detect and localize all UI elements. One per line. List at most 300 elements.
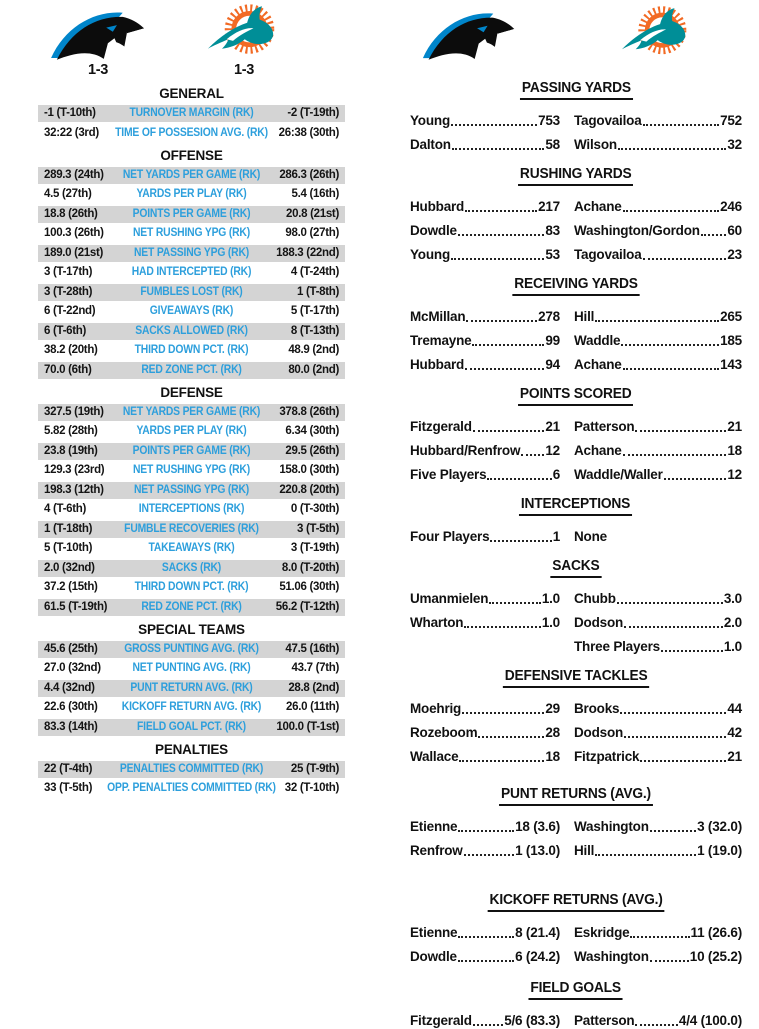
dot-leader bbox=[490, 540, 551, 542]
section-title: OFFENSE bbox=[160, 147, 223, 163]
right-team-value: 6.34 (30th) bbox=[285, 425, 339, 437]
section-title: PENALTIES bbox=[155, 741, 228, 757]
player-value: 185 bbox=[720, 333, 742, 348]
player-name: Dowdle bbox=[410, 223, 457, 238]
leader-row bbox=[574, 583, 742, 607]
player-value: 1.0 bbox=[541, 591, 560, 606]
player-value: 99 bbox=[545, 333, 560, 348]
leader-row bbox=[574, 811, 742, 835]
left-team-value: 289.3 (24th) bbox=[44, 168, 104, 181]
player-value: 21 bbox=[727, 749, 742, 764]
leader-row bbox=[410, 239, 560, 263]
player-value: 12 bbox=[545, 443, 560, 458]
stat-label: FUMBLE RECOVERIES (RK) bbox=[124, 522, 259, 535]
dot-leader bbox=[473, 1024, 503, 1026]
player-value: 21 bbox=[727, 419, 742, 434]
left-team-value: 38.2 (20th) bbox=[44, 344, 98, 356]
leader-row bbox=[574, 1005, 742, 1029]
left-team-value: 83.3 (14th) bbox=[44, 720, 98, 733]
stat-row bbox=[38, 167, 345, 184]
player-name: Fitzgerald bbox=[410, 1013, 472, 1028]
stat-label: GIVEAWAYS (RK) bbox=[149, 305, 234, 317]
player-name: Moehrig bbox=[410, 701, 462, 716]
dot-leader bbox=[459, 760, 544, 762]
stat-row bbox=[38, 404, 345, 421]
left-team-value: 4.4 (32nd) bbox=[44, 681, 95, 694]
player-name: Five Players bbox=[410, 467, 487, 482]
dot-leader bbox=[701, 234, 727, 236]
dot-leader bbox=[623, 368, 719, 370]
leader-section-title bbox=[410, 557, 742, 578]
leader-row bbox=[410, 717, 560, 741]
leader-row bbox=[410, 693, 560, 717]
right-team-value: 56.2 (T-12th) bbox=[275, 600, 339, 613]
player-value: 246 bbox=[720, 199, 742, 214]
leader-title-text: PASSING YARDS bbox=[520, 79, 633, 100]
stat-row bbox=[38, 560, 345, 577]
leader-row bbox=[410, 741, 560, 765]
dolphins-logo-icon bbox=[618, 2, 696, 66]
dot-leader bbox=[617, 602, 723, 604]
player-value: 5/6 (83.3) bbox=[504, 1013, 560, 1028]
player-value: 18 (3.6) bbox=[515, 819, 560, 834]
player-name: Hill bbox=[574, 309, 595, 324]
dot-leader bbox=[458, 830, 514, 832]
right-team-leaders bbox=[574, 521, 742, 545]
player-name: McMillan bbox=[410, 309, 466, 324]
stat-label: THIRD DOWN PCT. (RK) bbox=[134, 344, 249, 356]
leader-section-title bbox=[410, 891, 742, 912]
player-name: Etienne bbox=[410, 819, 458, 834]
left-team-value: 61.5 (T-19th) bbox=[44, 600, 108, 613]
player-value: 753 bbox=[538, 113, 560, 128]
player-value: 29 bbox=[545, 701, 560, 716]
left-team-value: 327.5 (19th) bbox=[44, 405, 104, 418]
player-name: Tremayne bbox=[410, 333, 472, 348]
right-team-value: 378.8 (26th) bbox=[279, 405, 339, 418]
player-name: Fitzgerald bbox=[410, 419, 472, 434]
player-value: 23 bbox=[727, 247, 742, 262]
stat-label: POINTS PER GAME (RK) bbox=[132, 207, 251, 220]
left-team-leaders bbox=[410, 583, 560, 655]
left-team-value: 100.3 (26th) bbox=[44, 227, 104, 239]
left-team-value: -1 (T-10th) bbox=[44, 107, 96, 119]
player-name: Dowdle bbox=[410, 949, 457, 964]
leader-row bbox=[574, 191, 742, 215]
dot-leader bbox=[595, 320, 719, 322]
dot-leader bbox=[640, 760, 726, 762]
left-team-value: 37.2 (15th) bbox=[44, 581, 98, 593]
leader-row bbox=[574, 835, 742, 859]
stat-label: PUNT RETURN AVG. (RK) bbox=[130, 681, 253, 694]
leader-row bbox=[410, 301, 560, 325]
leader-section bbox=[410, 165, 742, 263]
right-team-value: 28.8 (2nd) bbox=[288, 681, 339, 694]
player-value: 42 bbox=[727, 725, 742, 740]
player-name: Patterson bbox=[574, 419, 635, 434]
stat-row bbox=[38, 362, 345, 379]
left-team-value: 22 (T-4th) bbox=[44, 762, 93, 775]
stat-row bbox=[38, 699, 345, 716]
right-team-leaders bbox=[574, 917, 742, 965]
leader-title-text: RUSHING YARDS bbox=[518, 165, 633, 186]
stat-label: TIME OF POSSESION AVG. (RK) bbox=[115, 126, 268, 139]
player-value: 143 bbox=[720, 357, 742, 372]
player-name: Fitzpatrick bbox=[574, 749, 640, 764]
player-name: Tagovailoa bbox=[574, 247, 642, 262]
left-team-leaders bbox=[410, 105, 560, 153]
leader-title-text: FIELD GOALS bbox=[529, 979, 623, 1000]
dot-leader bbox=[624, 626, 723, 628]
stat-label: RED ZONE PCT. (RK) bbox=[141, 363, 242, 376]
dot-leader bbox=[623, 454, 727, 456]
leader-row bbox=[574, 741, 742, 765]
right-team-leaders bbox=[574, 191, 742, 263]
dot-leader bbox=[452, 148, 545, 150]
dot-leader bbox=[451, 258, 544, 260]
player-value: 4/4 (100.0) bbox=[678, 1013, 742, 1028]
left-team-leaders bbox=[410, 191, 560, 263]
leader-title-text: DEFENSIVE TACKLES bbox=[503, 667, 650, 688]
leader-section-title bbox=[410, 495, 742, 516]
leader-row bbox=[410, 459, 560, 483]
leader-row bbox=[574, 129, 742, 153]
leader-grid bbox=[410, 1005, 742, 1029]
stat-row bbox=[38, 680, 345, 697]
left-team-value: 70.0 (6th) bbox=[44, 363, 92, 376]
player-name: Hill bbox=[574, 843, 595, 858]
player-name: Rozeboom bbox=[410, 725, 478, 740]
stat-row bbox=[38, 245, 345, 262]
stat-row bbox=[38, 125, 345, 142]
stat-label: RED ZONE PCT. (RK) bbox=[141, 600, 242, 613]
stat-row bbox=[38, 761, 345, 778]
stat-label: NET YARDS PER GAME (RK) bbox=[122, 405, 261, 418]
leader-row bbox=[410, 325, 560, 349]
right-team-value: 5.4 (16th) bbox=[291, 188, 339, 200]
dot-leader bbox=[458, 234, 545, 236]
player-name: Achane bbox=[574, 357, 622, 372]
left-team-value: 18.8 (26th) bbox=[44, 207, 98, 220]
dot-leader bbox=[472, 344, 544, 346]
player-value: 1.0 bbox=[723, 639, 742, 654]
stat-row bbox=[38, 719, 345, 736]
player-value: 18 bbox=[727, 443, 742, 458]
right-team-value: 5 (T-17th) bbox=[290, 305, 339, 317]
right-team-leaders bbox=[574, 583, 742, 655]
panthers-logo-icon bbox=[48, 7, 148, 63]
left-team-value: 198.3 (12th) bbox=[44, 483, 104, 496]
dot-leader bbox=[465, 368, 544, 370]
left-team-value: 6 (T-22nd) bbox=[44, 305, 96, 317]
stat-label: TURNOVER MARGIN (RK) bbox=[129, 107, 254, 119]
right-team-value: 32 (T-10th) bbox=[284, 782, 339, 794]
player-name: None bbox=[574, 529, 607, 544]
dot-leader bbox=[489, 602, 541, 604]
leader-row bbox=[574, 411, 742, 435]
left-team-value: 23.8 (19th) bbox=[44, 444, 98, 457]
player-name: Tagovailoa bbox=[574, 113, 642, 128]
dolphins-logo-icon bbox=[202, 0, 286, 66]
right-team-value: 1 (T-8th) bbox=[296, 285, 339, 298]
stat-row bbox=[38, 323, 345, 340]
leader-grid bbox=[410, 583, 742, 655]
leader-title-text: INTERCEPTIONS bbox=[519, 495, 632, 516]
dot-leader bbox=[462, 712, 544, 714]
left-team-leaders bbox=[410, 811, 560, 859]
player-value: 6 (24.2) bbox=[515, 949, 560, 964]
right-team-value: 25 (T-9th) bbox=[290, 762, 339, 775]
stat-label: NET PUNTING AVG. (RK) bbox=[132, 662, 251, 674]
stat-label: THIRD DOWN PCT. (RK) bbox=[134, 581, 249, 593]
player-name: Brooks bbox=[574, 701, 620, 716]
player-value: 10 (25.2) bbox=[689, 949, 742, 964]
stat-label: NET RUSHING YPG (RK) bbox=[133, 464, 250, 476]
stat-row bbox=[38, 443, 345, 460]
right-team-value: 0 (T-30th) bbox=[290, 503, 339, 515]
player-name: Young bbox=[410, 113, 450, 128]
leader-row bbox=[410, 941, 560, 965]
right-team-value: 4 (T-24th) bbox=[290, 266, 339, 278]
dot-leader bbox=[623, 210, 719, 212]
section-title: DEFENSE bbox=[160, 384, 223, 400]
player-value: 60 bbox=[727, 223, 742, 238]
player-value: 94 bbox=[545, 357, 560, 372]
stat-label: HAD INTERCEPTED (RK) bbox=[131, 266, 252, 278]
player-value: 217 bbox=[538, 199, 560, 214]
player-value: 28 bbox=[545, 725, 560, 740]
leader-section bbox=[410, 385, 742, 483]
leader-title-text: SACKS bbox=[550, 557, 601, 578]
leader-grid bbox=[410, 105, 742, 153]
dot-leader bbox=[635, 430, 726, 432]
player-name: Renfrow bbox=[410, 843, 463, 858]
right-team-value: 43.7 (7th) bbox=[291, 662, 339, 674]
stat-row bbox=[38, 540, 345, 557]
right-team-leaders bbox=[574, 811, 742, 859]
stat-row bbox=[38, 462, 345, 479]
left-team-value: 5.82 (28th) bbox=[44, 425, 98, 437]
leader-row bbox=[574, 917, 742, 941]
right-team-value: 51.06 (30th) bbox=[279, 581, 339, 593]
left-team-value: 27.0 (32nd) bbox=[44, 662, 101, 674]
stat-label: NET PASSING YPG (RK) bbox=[133, 246, 250, 259]
leader-row bbox=[574, 301, 742, 325]
player-name: Eskridge bbox=[574, 925, 630, 940]
stat-row bbox=[38, 206, 345, 223]
leader-row bbox=[410, 349, 560, 373]
leader-section-title bbox=[410, 275, 742, 296]
leader-section-title bbox=[410, 385, 742, 406]
leader-row bbox=[574, 215, 742, 239]
player-value: 1.0 bbox=[541, 615, 560, 630]
stat-row bbox=[38, 579, 345, 596]
right-team-value: 100.0 (T-1st) bbox=[276, 720, 339, 733]
player-value: 6 bbox=[552, 467, 560, 482]
stat-row bbox=[38, 599, 345, 616]
stat-label: TAKEAWAYS (RK) bbox=[148, 542, 235, 554]
stat-label: POINTS PER GAME (RK) bbox=[132, 444, 251, 457]
leader-row bbox=[574, 459, 742, 483]
player-name: Hubbard bbox=[410, 199, 465, 214]
right-team-value: 158.0 (30th) bbox=[279, 464, 339, 476]
right-team-leaders bbox=[574, 693, 742, 765]
leader-row bbox=[410, 411, 560, 435]
right-team-leaders bbox=[574, 411, 742, 483]
player-value: 265 bbox=[720, 309, 742, 324]
left-team-value: 189.0 (21st) bbox=[44, 246, 104, 259]
dot-leader bbox=[643, 124, 720, 126]
stat-label: GROSS PUNTING AVG. (RK) bbox=[124, 642, 259, 655]
player-value: 18 bbox=[545, 749, 560, 764]
dot-leader bbox=[451, 124, 537, 126]
section-title: GENERAL bbox=[159, 86, 224, 101]
stat-label: SACKS ALLOWED (RK) bbox=[135, 324, 248, 337]
stat-label: YARDS PER PLAY (RK) bbox=[136, 425, 247, 437]
player-value: 21 bbox=[545, 419, 560, 434]
player-name: Dalton bbox=[410, 137, 451, 152]
dot-leader bbox=[621, 344, 719, 346]
leader-row bbox=[410, 105, 560, 129]
dot-leader bbox=[650, 960, 689, 962]
team-comparison-column bbox=[0, 0, 380, 1024]
stat-label: NET RUSHING YPG (RK) bbox=[133, 227, 250, 239]
right-team-value: 3 (T-19th) bbox=[290, 542, 339, 554]
comparison-table bbox=[38, 86, 345, 797]
right-team-value: 98.0 (27th) bbox=[285, 227, 339, 239]
left-team-value: 3 (T-28th) bbox=[44, 285, 93, 298]
dot-leader bbox=[643, 258, 727, 260]
player-name: Achane bbox=[574, 199, 622, 214]
leaders-logo-header bbox=[380, 0, 759, 75]
right-team-value: 26.0 (11th) bbox=[286, 701, 339, 713]
leader-title-text: KICKOFF RETURNS (AVG.) bbox=[488, 891, 665, 912]
player-value: 8 (21.4) bbox=[515, 925, 560, 940]
panthers-logo-icon bbox=[420, 8, 518, 63]
right-team-value: 29.5 (26th) bbox=[285, 444, 339, 457]
player-value: 12 bbox=[727, 467, 742, 482]
player-name: Three Players bbox=[574, 639, 660, 654]
left-team-value: 33 (T-5th) bbox=[44, 782, 93, 794]
player-name: Washington/Gordon bbox=[574, 223, 700, 238]
dot-leader bbox=[464, 626, 540, 628]
player-name: Washington bbox=[574, 819, 649, 834]
stat-label: PENALTIES COMMITTED (RK) bbox=[119, 762, 264, 775]
left-team-leaders bbox=[410, 917, 560, 965]
left-team-leaders bbox=[410, 411, 560, 483]
leader-grid bbox=[410, 521, 742, 545]
stat-row bbox=[38, 284, 345, 301]
player-value: 3 (32.0) bbox=[697, 819, 742, 834]
leader-section bbox=[410, 275, 742, 373]
player-value: 1 bbox=[552, 529, 560, 544]
player-value: 3.0 bbox=[723, 591, 742, 606]
left-team-value: 3 (T-17th) bbox=[44, 266, 93, 278]
dot-leader bbox=[458, 960, 514, 962]
stat-label: FUMBLES LOST (RK) bbox=[140, 285, 243, 298]
player-name: Dodson bbox=[574, 725, 624, 740]
player-value: 44 bbox=[727, 701, 742, 716]
stat-label: INTERCEPTIONS (RK) bbox=[138, 503, 245, 515]
dot-leader bbox=[464, 854, 514, 856]
leader-row bbox=[574, 521, 742, 545]
player-value: 32 bbox=[727, 137, 742, 152]
right-team-value: 3 (T-5th) bbox=[296, 522, 339, 535]
leader-grid bbox=[410, 693, 742, 765]
right-team-value: 286.3 (26th) bbox=[279, 168, 339, 181]
stat-row bbox=[38, 105, 345, 122]
right-team-value: 47.5 (16th) bbox=[285, 642, 339, 655]
right-team-value: 48.9 (2nd) bbox=[288, 344, 339, 356]
leader-row bbox=[410, 583, 560, 607]
leader-grid bbox=[410, 301, 742, 373]
leaders-sections bbox=[410, 79, 742, 1029]
dot-leader bbox=[487, 478, 551, 480]
leader-row bbox=[574, 105, 742, 129]
dolphins-record: 1-3 bbox=[233, 62, 255, 78]
left-team-value: 4.5 (27th) bbox=[44, 188, 92, 200]
left-team-value: 129.3 (23rd) bbox=[44, 464, 105, 476]
leader-row bbox=[574, 435, 742, 459]
player-name: Wallace bbox=[410, 749, 459, 764]
left-team-leaders bbox=[410, 1005, 560, 1029]
dot-leader bbox=[478, 736, 544, 738]
player-value: 278 bbox=[538, 309, 560, 324]
player-name: Umanmielen bbox=[410, 591, 489, 606]
leader-row bbox=[410, 811, 560, 835]
player-value: 53 bbox=[545, 247, 560, 262]
leader-row bbox=[410, 191, 560, 215]
stat-row bbox=[38, 780, 345, 797]
stat-row bbox=[38, 521, 345, 538]
leader-grid bbox=[410, 191, 742, 263]
stat-row bbox=[38, 660, 345, 677]
left-team-value: 5 (T-10th) bbox=[44, 542, 93, 554]
leader-grid bbox=[410, 917, 742, 965]
player-value: 83 bbox=[545, 223, 560, 238]
dot-leader bbox=[635, 1024, 677, 1026]
panthers-record: 1-3 bbox=[87, 62, 109, 78]
left-team-value: 22.6 (30th) bbox=[44, 701, 98, 713]
leader-row bbox=[574, 325, 742, 349]
leader-grid bbox=[410, 811, 742, 859]
left-team-value: 45.6 (25th) bbox=[44, 642, 98, 655]
player-value: 58 bbox=[545, 137, 560, 152]
dot-leader bbox=[650, 830, 696, 832]
player-name: Washington bbox=[574, 949, 649, 964]
dot-leader bbox=[624, 736, 726, 738]
stat-label: KICKOFF RETURN AVG. (RK) bbox=[121, 701, 262, 713]
player-value: 2.0 bbox=[723, 615, 742, 630]
leader-row bbox=[410, 835, 560, 859]
player-value: 1 (13.0) bbox=[515, 843, 560, 858]
player-name: Dodson bbox=[574, 615, 624, 630]
leader-row bbox=[410, 215, 560, 239]
leader-section-title bbox=[410, 979, 742, 1000]
section-title: SPECIAL TEAMS bbox=[138, 621, 245, 637]
stat-row bbox=[38, 264, 345, 281]
stat-label: OPP. PENALTIES COMMITTED (RK) bbox=[107, 782, 276, 794]
stat-row bbox=[38, 186, 345, 203]
stat-row bbox=[38, 342, 345, 359]
leader-title-text: PUNT RETURNS (AVG.) bbox=[499, 785, 653, 806]
leader-row bbox=[410, 1005, 560, 1029]
stat-label: NET YARDS PER GAME (RK) bbox=[122, 168, 261, 181]
right-team-value: 26:38 (30th) bbox=[278, 126, 339, 139]
stat-row bbox=[38, 641, 345, 658]
stat-row bbox=[38, 423, 345, 440]
leader-row bbox=[574, 349, 742, 373]
